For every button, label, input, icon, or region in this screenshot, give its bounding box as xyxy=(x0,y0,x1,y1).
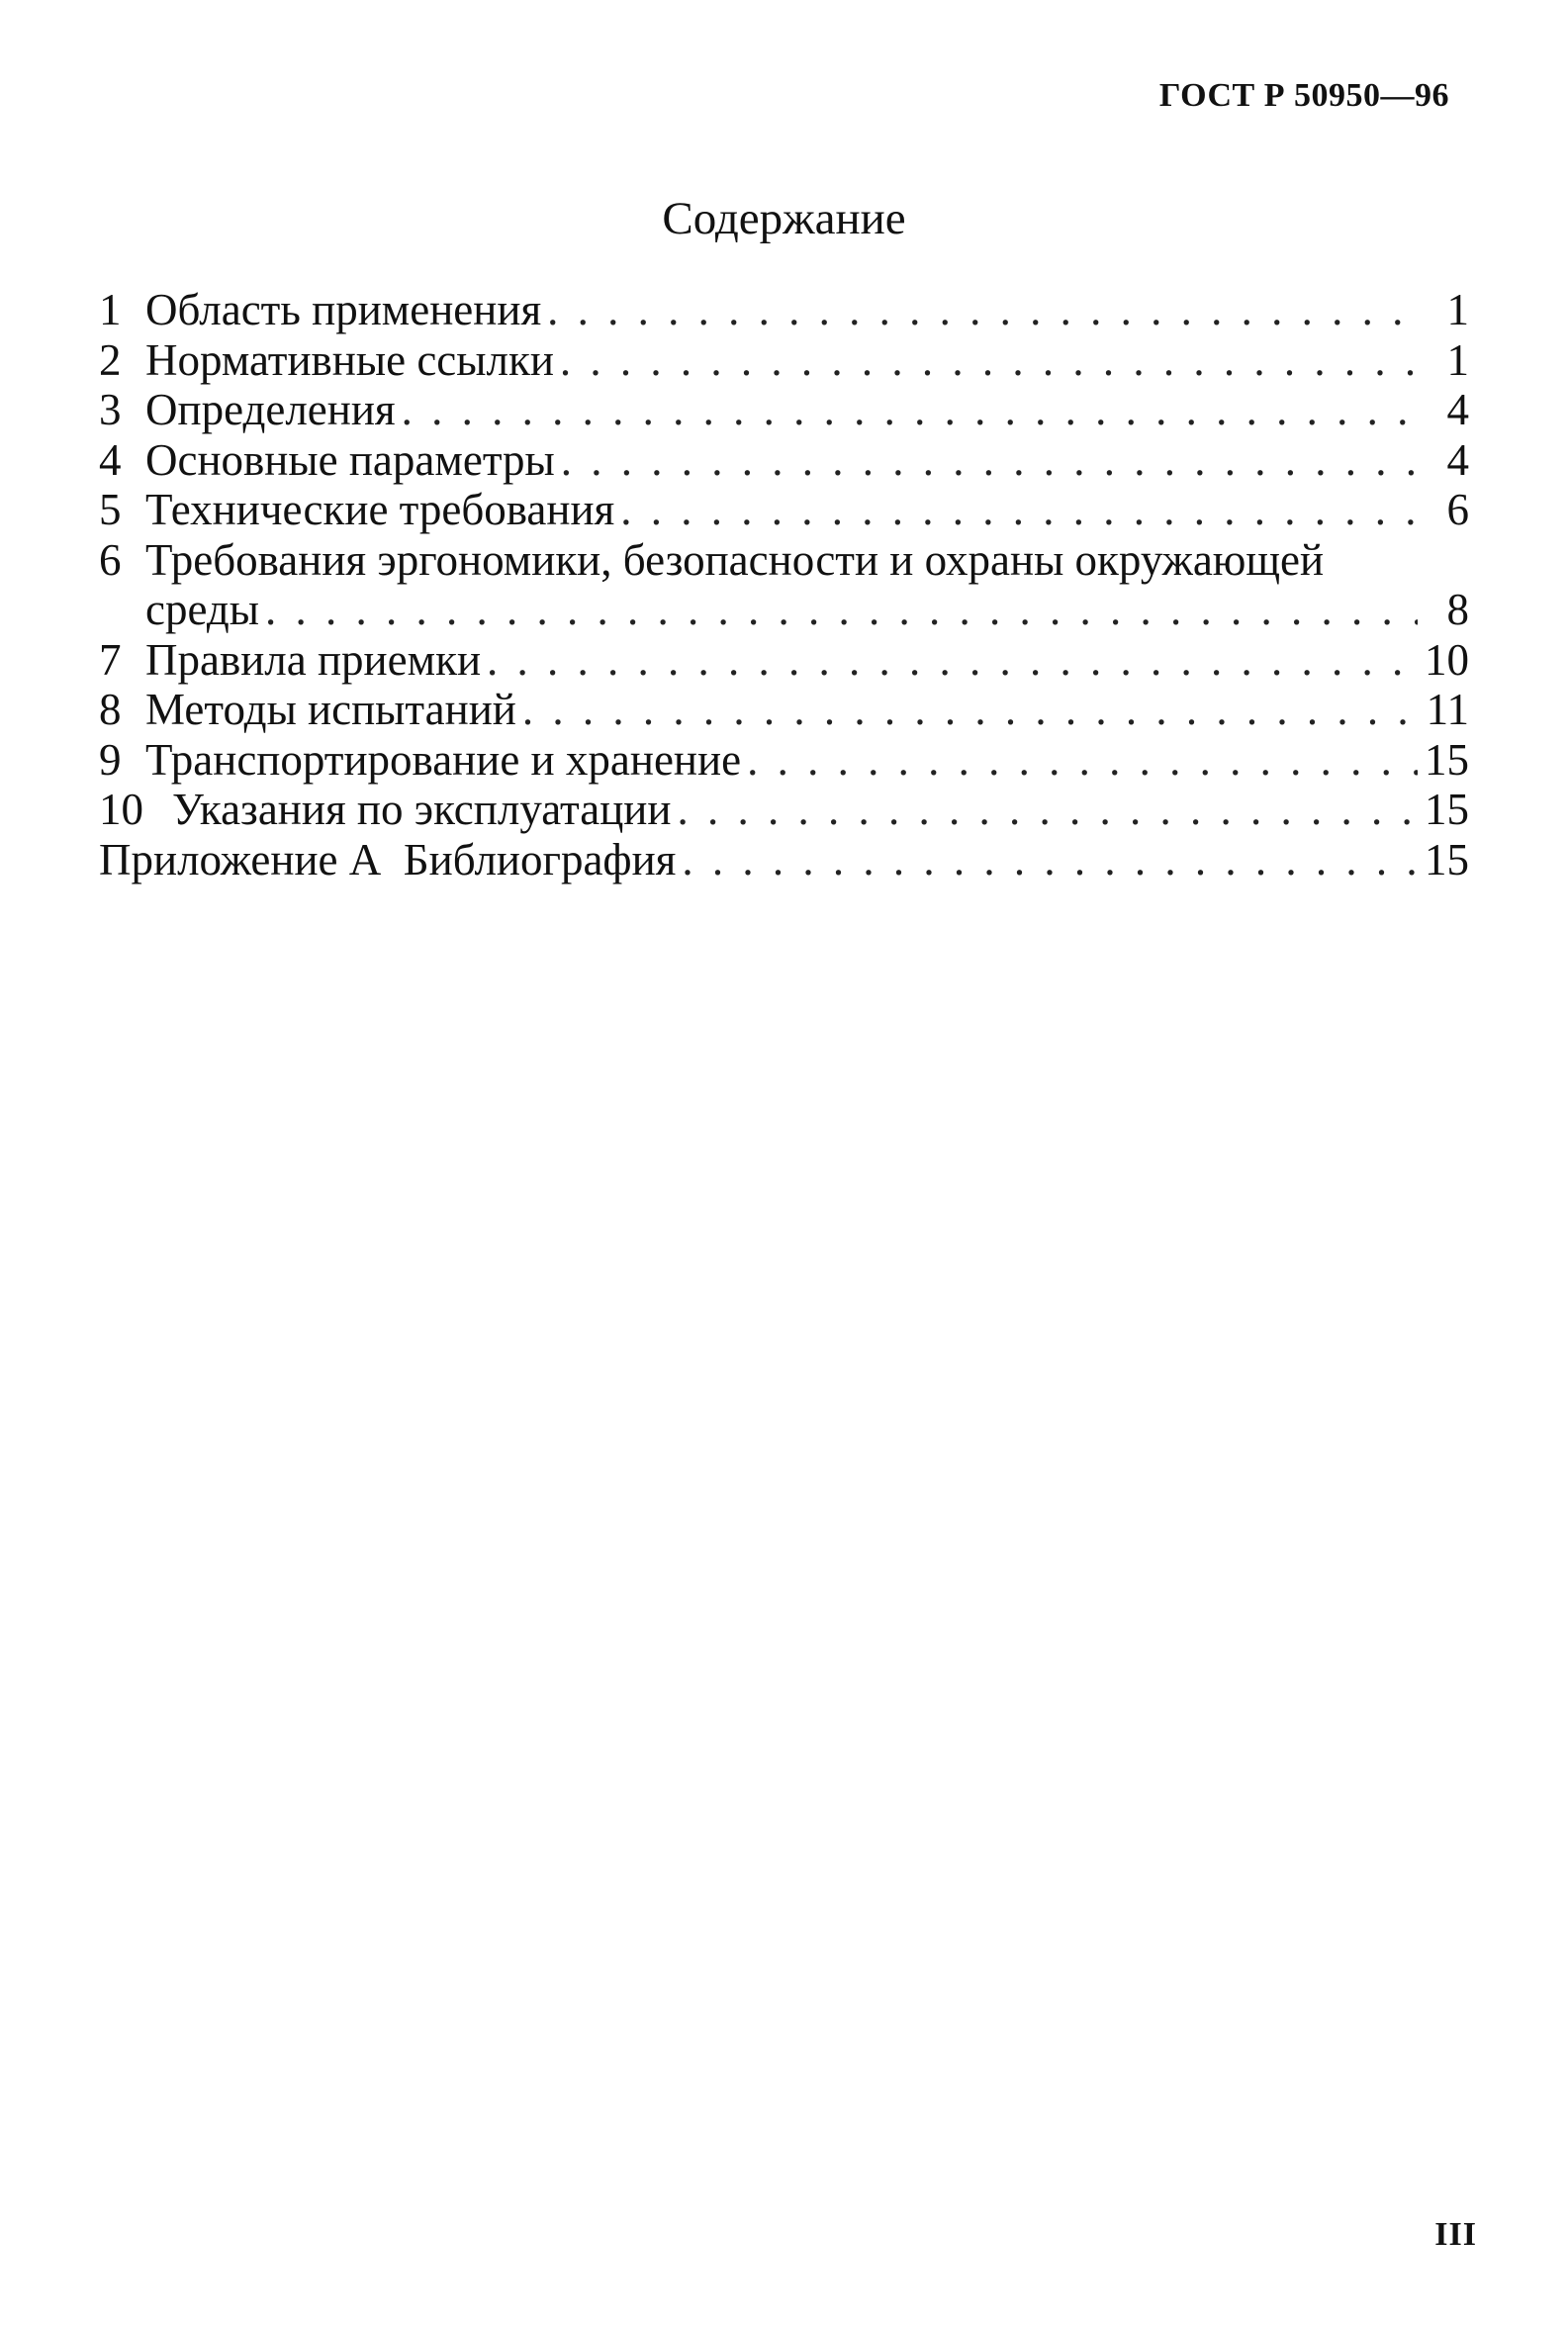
toc-entry-title: Приложение А Библиография xyxy=(99,834,677,884)
dot-leader xyxy=(561,435,1418,486)
toc-entry-page: 10 xyxy=(1425,634,1469,685)
toc-entry-number: 1 xyxy=(99,285,122,334)
toc-entry-page: 15 xyxy=(1425,834,1469,884)
toc-entry-definitions[interactable] xyxy=(99,385,1469,435)
toc-title: Содержание xyxy=(662,193,906,244)
toc-entry-page: 11 xyxy=(1426,685,1469,734)
toc-entry-page: 15 xyxy=(1425,785,1469,834)
toc-entry-title: Транспортирование и хранение xyxy=(145,734,742,785)
dot-leader xyxy=(522,685,1418,735)
toc-entry-title-continuation: среды xyxy=(145,585,259,634)
dot-leader xyxy=(265,585,1418,635)
dot-leader xyxy=(560,335,1418,386)
document-code-header: ГОСТ Р 50950—96 xyxy=(1158,77,1449,114)
toc-entry-title: Указания по эксплуатации xyxy=(172,785,672,834)
toc-entry-title: Основные параметры xyxy=(145,434,555,485)
toc-entry-number: 4 xyxy=(99,434,122,485)
toc-entry-number: 3 xyxy=(99,385,122,434)
toc-entry-number: 5 xyxy=(99,485,122,534)
toc-entry-title: Определения xyxy=(145,385,396,434)
toc-entry-number: 8 xyxy=(99,685,122,734)
toc-entry-main-parameters[interactable] xyxy=(99,435,1469,486)
toc-entry-page: 4 xyxy=(1446,385,1469,434)
toc-entry-page: 6 xyxy=(1446,485,1469,534)
toc-entry-page: 1 xyxy=(1446,285,1469,334)
dot-leader xyxy=(547,285,1418,335)
toc-entry-page: 15 xyxy=(1425,734,1469,785)
dot-leader xyxy=(747,735,1418,786)
toc-entry-scope[interactable] xyxy=(99,285,1469,335)
toc-entry-title: Нормативные ссылки xyxy=(145,334,554,385)
toc-entry-transport-storage[interactable] xyxy=(99,735,1469,786)
toc-entry-acceptance-rules[interactable] xyxy=(99,635,1469,686)
table-of-contents xyxy=(99,285,1469,884)
toc-entry-title: Правила приемки xyxy=(145,634,482,685)
toc-entry-page: 8 xyxy=(1446,585,1469,634)
toc-entry-page: 1 xyxy=(1446,334,1469,385)
dot-leader xyxy=(402,385,1418,435)
toc-entry-number: 9 xyxy=(99,734,122,785)
toc-entry-appendix-bibliography[interactable] xyxy=(99,835,1469,885)
toc-entry-operating-instructions[interactable] xyxy=(99,785,1469,835)
toc-entry-title: Требования эргономики, безопасности и охраны окружающей xyxy=(145,534,1325,585)
dot-leader xyxy=(620,485,1418,535)
toc-entry-number: 2 xyxy=(99,334,122,385)
toc-entry-number: 10 xyxy=(99,785,143,834)
toc-entry-title: Технические требования xyxy=(145,485,615,534)
toc-entry-test-methods[interactable] xyxy=(99,685,1469,735)
dot-leader xyxy=(677,785,1418,835)
toc-entry-number: 6 xyxy=(99,534,122,585)
dot-leader xyxy=(487,635,1418,686)
toc-entry-title: Методы испытаний xyxy=(145,685,516,734)
toc-entry-technical-requirements[interactable] xyxy=(99,485,1469,535)
page-number: III xyxy=(1434,2216,1477,2253)
toc-entry-page: 4 xyxy=(1446,434,1469,485)
dot-leader xyxy=(682,835,1418,885)
toc-entry-number: 7 xyxy=(99,634,122,685)
toc-entry-title: Область применения xyxy=(145,285,542,334)
toc-entry-ergonomics-safety[interactable] xyxy=(99,535,1469,635)
toc-entry-normative-references[interactable] xyxy=(99,335,1469,386)
